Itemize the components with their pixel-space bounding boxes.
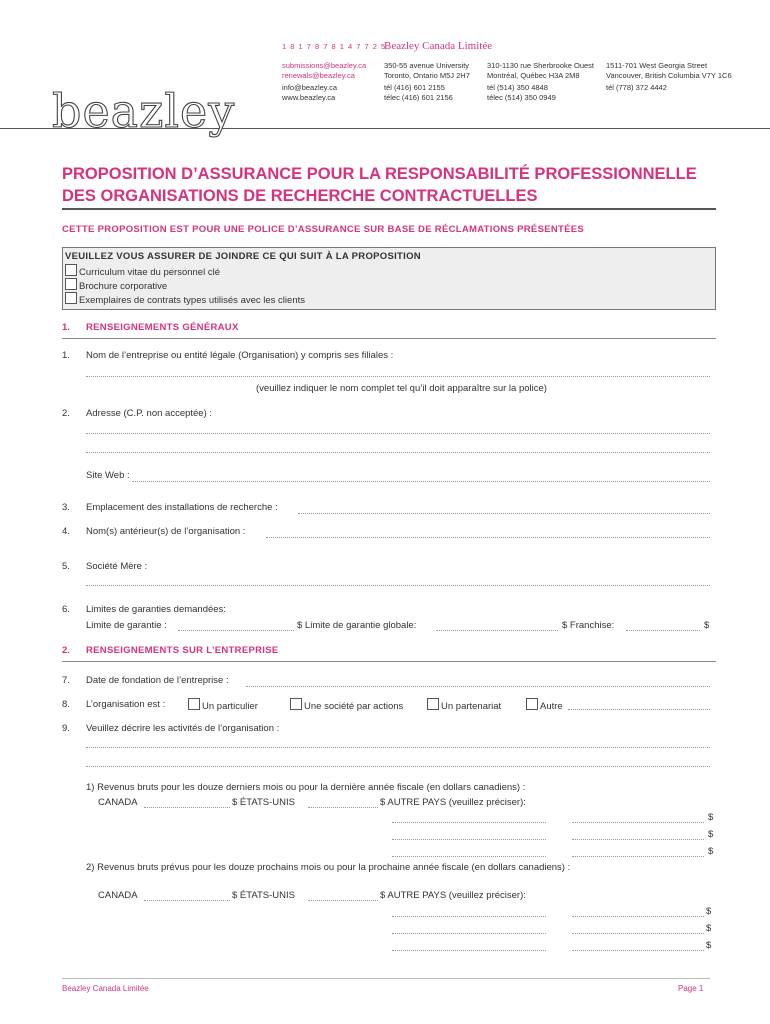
- toronto-phones: tél (416) 601 2155 télec (416) 601 2156: [384, 83, 453, 102]
- montreal-phones: tél (514) 350 4848 télec (514) 350 0949: [487, 83, 556, 102]
- attachment-item-cv: Curriculum vitae du personnel clé: [65, 264, 220, 278]
- checkbox[interactable]: [290, 698, 302, 710]
- montreal-office: 310-1130 rue Sherbrooke Ouest Montréal, Québec H3A 2M8: [487, 61, 595, 80]
- option-individual[interactable]: Un particulier: [188, 698, 258, 712]
- header-emails: [282, 61, 366, 80]
- website-link[interactable]: www.beazley.ca: [282, 92, 336, 102]
- revenue-past-usa-label: $ ÉTATS-UNIS: [232, 797, 295, 808]
- vancouver-office: 1511-701 West Georgia Street Vancouver, British Columbia V7Y 1C6: [606, 61, 732, 80]
- checkbox[interactable]: [65, 278, 77, 290]
- global-limit-input[interactable]: [436, 630, 558, 631]
- submissions-email[interactable]: submissions@beazley.ca: [282, 61, 367, 70]
- revenue-past-amount-1[interactable]: [572, 822, 704, 823]
- checkbox[interactable]: [526, 698, 538, 710]
- dollar-sign: $: [706, 940, 712, 951]
- attachment-item-brochure: Brochure corporative: [65, 278, 167, 292]
- q4-label: Nom(s) antérieur(s) de l’organisation :: [86, 526, 246, 537]
- q3-input[interactable]: [298, 513, 710, 514]
- revenue-past-label: 1) Revenus bruts pour les douze derniers mois ou pour la dernière année fiscale (en dollars canadiens) :: [86, 782, 526, 793]
- franchise-dollar: $: [704, 620, 710, 631]
- option-other[interactable]: Autre: [526, 698, 563, 712]
- dollar-sign: $: [708, 812, 714, 823]
- q2-input-line-1[interactable]: [86, 433, 710, 434]
- q2-input-line-2[interactable]: [86, 452, 710, 453]
- section-2-number: 2.: [62, 645, 70, 656]
- revenue-future-amount-1[interactable]: [572, 916, 704, 917]
- question-number: 5.: [62, 561, 70, 572]
- attachments-box: [62, 247, 716, 310]
- revenue-past-other-label: $ AUTRE PAYS (veuillez préciser):: [380, 797, 526, 808]
- renewals-email[interactable]: renewals@beazley.ca: [282, 70, 355, 80]
- q9-input-line-1[interactable]: [86, 747, 710, 748]
- franchise-input[interactable]: [626, 630, 700, 631]
- claims-made-notice: CETTE PROPOSITION EST POUR UNE POLICE D’ASSURANCE SUR BASE DE RÉCLAMATIONS PRÉSENTÉES: [62, 224, 585, 235]
- limit-input[interactable]: [178, 630, 294, 631]
- revenue-future-amount-2[interactable]: [572, 933, 704, 934]
- attachments-heading: VEUILLEZ VOUS ASSURER DE JOINDRE CE QUI SUIT À LA PROPOSITION: [65, 251, 421, 262]
- checkbox[interactable]: [65, 264, 77, 276]
- revenue-past-amount-3[interactable]: [572, 856, 704, 857]
- section-1-title: RENSEIGNEMENTS GÉNÉRAUX: [86, 322, 239, 333]
- header-phone: 1 8 1 7 8 7 8 1 4 7 7 2 5: [282, 42, 387, 51]
- section-1-number: 1.: [62, 322, 70, 333]
- header-company-name: Beazley Canada Limitée: [384, 40, 493, 52]
- dollar-sign: $: [706, 923, 712, 934]
- revenue-future-country-1[interactable]: [392, 916, 546, 917]
- q1-label: Nom de l’entreprise ou entité légale (Organisation) y compris ses filiales :: [86, 350, 394, 361]
- revenue-past-country-1[interactable]: [392, 822, 546, 823]
- revenue-past-canada-label: CANADA: [98, 797, 138, 808]
- question-number: 4.: [62, 526, 70, 537]
- q5-input[interactable]: [86, 585, 710, 586]
- q4-input[interactable]: [266, 537, 710, 538]
- website-label: Site Web :: [86, 470, 130, 481]
- footer-company: Beazley Canada Limitée: [62, 984, 149, 993]
- q9-input-line-2[interactable]: [86, 766, 710, 767]
- revenue-future-country-3[interactable]: [392, 950, 546, 951]
- q7-input[interactable]: [246, 686, 710, 687]
- revenue-future-usa-label: $ ÉTATS-UNIS: [232, 890, 295, 901]
- question-number: 2.: [62, 408, 70, 419]
- section-2-rule: [62, 661, 716, 662]
- revenue-future-label: 2) Revenus bruts prévus pour les douze prochains mois ou pour la prochaine année fiscale (en dollars canadiens) :: [86, 862, 571, 873]
- header-contact: [282, 83, 337, 102]
- page-title: PROPOSITION D’ASSURANCE POUR LA RESPONSABILITÉ PROFESSIONNELLE DES ORGANISATIONS DE RECHERCHE CONTRACTUELLES: [62, 165, 697, 205]
- checkbox[interactable]: [188, 698, 200, 710]
- checkbox[interactable]: [427, 698, 439, 710]
- website-input[interactable]: [132, 481, 710, 482]
- beazley-logo: beazley: [52, 84, 236, 138]
- limit-label: Limite de garantie :: [86, 620, 167, 631]
- question-number: 9.: [62, 723, 70, 734]
- footer-rule: [62, 978, 710, 979]
- franchise-label: $ Franchise:: [562, 620, 615, 631]
- q1-input[interactable]: [86, 376, 710, 377]
- revenue-future-usa-input[interactable]: [308, 900, 378, 901]
- revenue-future-canada-label: CANADA: [98, 890, 138, 901]
- q6-label: Limites de garanties demandées:: [86, 604, 226, 615]
- section-2-title: RENSEIGNEMENTS SUR L’ENTREPRISE: [86, 645, 279, 656]
- title-rule: [62, 208, 716, 210]
- question-number: 3.: [62, 502, 70, 513]
- question-number: 8.: [62, 699, 70, 710]
- revenue-future-other-label: $ AUTRE PAYS (veuillez préciser):: [380, 890, 526, 901]
- option-corporation[interactable]: Une société par actions: [290, 698, 403, 712]
- vancouver-phones: tél (778) 372 4442: [606, 83, 667, 92]
- revenue-future-canada-input[interactable]: [144, 900, 230, 901]
- q8-label: L’organisation est :: [86, 699, 166, 710]
- revenue-past-country-2[interactable]: [392, 839, 546, 840]
- global-limit-label: $ Limite de garantie globale:: [297, 620, 417, 631]
- info-email[interactable]: info@beazley.ca: [282, 83, 338, 92]
- toronto-office: 350-55 avenue University Toronto, Ontario M5J 2H7: [384, 61, 470, 80]
- dollar-sign: $: [708, 846, 714, 857]
- q1-note: (veuillez indiquer le nom complet tel qu’il doit apparaître sur la police): [256, 383, 547, 394]
- other-input[interactable]: [568, 709, 710, 710]
- revenue-past-amount-2[interactable]: [572, 839, 704, 840]
- checkbox[interactable]: [65, 292, 77, 304]
- option-partnership[interactable]: Un partenariat: [427, 698, 501, 712]
- attachment-item-contracts: Exemplaires de contrats types utilisés avec les clients: [65, 292, 305, 306]
- question-number: 7.: [62, 675, 70, 686]
- revenue-future-country-2[interactable]: [392, 933, 546, 934]
- q9-label: Veuillez décrire les activités de l’organisation :: [86, 723, 280, 734]
- dollar-sign: $: [706, 906, 712, 917]
- revenue-future-amount-3[interactable]: [572, 950, 704, 951]
- dollar-sign: $: [708, 829, 714, 840]
- question-number: 1.: [62, 350, 70, 361]
- q2-label: Adresse (C.P. non acceptée) :: [86, 408, 213, 419]
- q7-label: Date de fondation de l’entreprise :: [86, 675, 229, 686]
- revenue-past-usa-input[interactable]: [308, 807, 378, 808]
- revenue-past-country-3[interactable]: [392, 856, 546, 857]
- q5-label: Société Mère :: [86, 561, 148, 572]
- question-number: 6.: [62, 604, 70, 615]
- footer-page-number: Page 1: [678, 984, 704, 993]
- section-1-rule: [62, 338, 716, 339]
- q3-label: Emplacement des installations de recherche :: [86, 502, 278, 513]
- revenue-past-canada-input[interactable]: [144, 807, 230, 808]
